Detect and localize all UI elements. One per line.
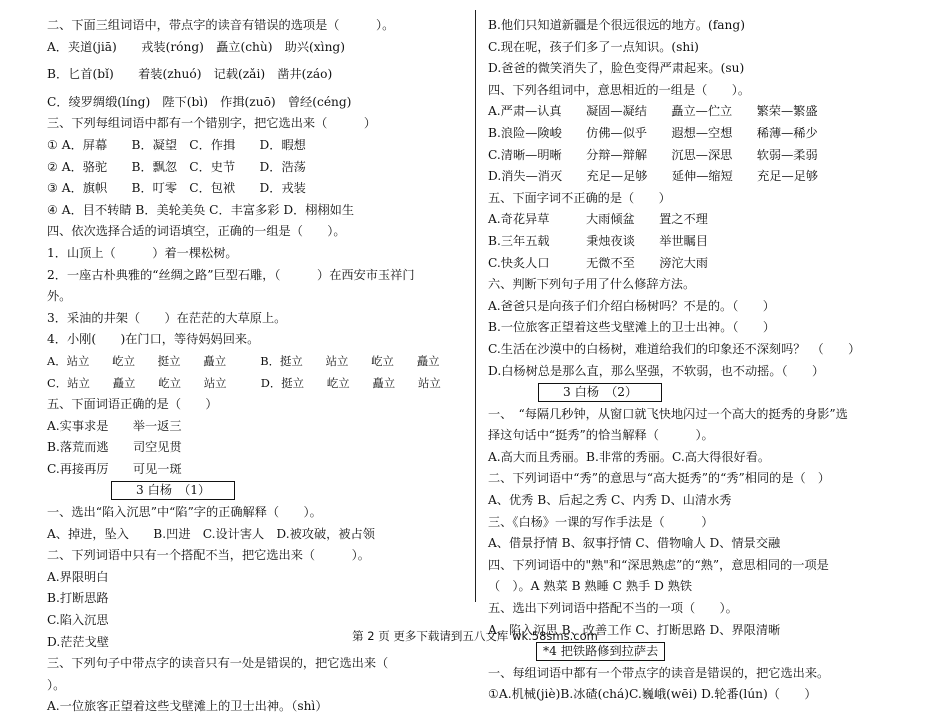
- text-line: D.白杨树总是那么直，那么坚强，不软弱，也不动摇。（ ）: [488, 363, 825, 378]
- text-line: 五、下面字词不正确的是（ ）: [488, 190, 671, 205]
- text-line: A.爸爸只是向孩子们介绍白杨树吗？不是的。（ ）: [488, 298, 775, 313]
- left-column: [47, 15, 467, 718]
- text-line: A.高大而且秀丽。B.非常的秀丽。C.高大得很好看。: [488, 449, 771, 464]
- text-line: C.再接再厉 可见一斑: [47, 461, 182, 476]
- text-line: 一、 “每隔几秒钟，从窗口就飞快地闪过一个高大的挺秀的身影”选: [488, 406, 848, 421]
- section-heading-row: [488, 382, 918, 404]
- text-line: 六、判断下列句子用了什么修辞方法。: [488, 277, 696, 292]
- text-line: 一、选出“陷入沉思”中“陷”字的正确解释（ ）。: [47, 505, 322, 520]
- text-line: ④ A．目不转睛 B．美轮美奂 C．丰富多彩 D．栩栩如生: [47, 202, 355, 217]
- text-line: 三、下列每组词语中都有一个错别字，把它选出来（ ）: [47, 116, 377, 131]
- text-line: 二、下列词语中只有一个搭配不当，把它选出来（ ）。: [47, 548, 370, 563]
- text-line: A.实事求是 举一返三: [47, 418, 182, 433]
- text-line: A．夹道(jiā) 戎装(róng) 矗立(chù) 助兴(xìng): [47, 39, 345, 54]
- text-line: C.陷入沉思: [47, 613, 109, 628]
- text-line: B.打断思路: [47, 591, 109, 606]
- text-line: B.落荒而逃 司空见贯: [47, 440, 182, 455]
- text-line: A、优秀 B、后起之秀 C、内秀 D、山清水秀: [488, 493, 732, 508]
- text-line: C.生活在沙漠中的白杨树，难道给我们的印象还不深刻吗？ （ ）: [488, 341, 861, 356]
- text-line: 择这句话中“挺秀”的恰当解释（ ）。: [488, 428, 714, 443]
- text-line: 四、依次选择合适的词语填空，正确的一组是（ ）。: [47, 224, 346, 239]
- text-line: A、借景抒情 B、叙事抒情 C、借物喻人 D、情景交融: [488, 536, 781, 551]
- text-line: 四、下列各组词中，意思相近的一组是（ ）。: [488, 82, 751, 97]
- section-heading-row: [488, 641, 918, 663]
- text-line: C.现在呢，孩子们多了一点知识。(shi): [488, 39, 699, 54]
- text-line: A、掉进，坠入 B.凹进 C.设计害人 D.被攻破，被占领: [47, 526, 375, 541]
- text-line: 1．山顶上（ ）着一棵松树。: [47, 245, 238, 260]
- text-line: D.爸爸的微笑消失了，脸色变得严肃起来。(su): [488, 61, 745, 76]
- text-line: 3．采油的井架（ ）在茫茫的大草原上。: [47, 310, 287, 325]
- text-line: ② A．骆驼 B．飘忽 C．史节 D．浩荡: [47, 159, 306, 174]
- section-heading-row: [47, 480, 467, 502]
- text-line: B.一位旅客正望着这些戈壁滩上的卫士出神。（ ）: [488, 320, 776, 335]
- page-footer: 第 2 页 更多下载请到五八文库 wk.58sms.com: [352, 629, 598, 643]
- text-line: C.清晰—明晰 分辩—辩解 沉思—深思 软弱—柔弱: [488, 147, 818, 162]
- text-line: ① A．屏幕 B．凝望 C．作揖 D．暇想: [47, 137, 306, 152]
- text-line: D.消失—消灭 充足—足够 延伸—缩短 充足—足够: [488, 169, 819, 184]
- text-line: A.界限明白: [47, 569, 109, 584]
- text-line: D.茫茫戈壁: [47, 634, 109, 649]
- column-divider: [475, 10, 476, 602]
- right-column: [488, 15, 918, 706]
- text-line: 外。: [47, 289, 72, 304]
- text-line: A.严肃—认真 凝固—凝结 矗立—伫立 繁荣—繁盛: [488, 104, 818, 119]
- text-line: 4．小刚( )在门口，等待妈妈回来。: [47, 332, 260, 347]
- text-line: C．站立 矗立 屹立 站立 D．挺立 屹立 矗立 站立: [47, 375, 441, 390]
- text-line: 四、下列词语中的"熟"和“深思熟虑”的“熟”，意思相同的一项是: [488, 557, 829, 572]
- text-line: 2．一座古朴典雅的“丝绸之路”巨型石雕，（ ）在西安市玉祥门: [47, 267, 415, 282]
- section-heading-lhasa-railway: *4 把铁路修到拉萨去: [536, 642, 665, 661]
- text-line: （ ）。A 熟菜 B 熟睡 C 熟手 D 熟铁: [488, 579, 693, 594]
- text-line: 二、下列词语中“秀”的意思与“高大挺秀”的“秀”相同的是（ ）: [488, 471, 831, 486]
- text-line: ）。: [47, 677, 66, 692]
- text-line: A.奇花异草 大雨倾盆 置之不理: [488, 212, 708, 227]
- text-line: A.一位旅客正望着这些戈壁滩上的卫士出神。（shì）: [47, 699, 328, 714]
- text-line: A．站立 屹立 挺立 矗立 B．挺立 站立 屹立 矗立: [47, 353, 440, 368]
- text-line: B.他们只知道新疆是个很远很远的地方。(fang): [488, 18, 745, 32]
- text-line: ③ A．旗帜 B．叮零 C．包袱 D．戎装: [47, 181, 306, 196]
- section-heading-baiyang-1: 3 白杨 （1）: [111, 481, 235, 500]
- text-line: C．绫罗绸缎(líng) 陛下(bì) 作揖(zuō) 曾经(céng): [47, 94, 352, 109]
- text-line: 一、每组词语中都有一个带点字的读音是错误的，把它选出来。: [488, 665, 830, 680]
- text-line: B.浪险—険峻 仿佛—似乎 遐想—空想 稀薄—稀少: [488, 125, 818, 140]
- text-line: C.快炙人口 无微不至 滂沱大雨: [488, 255, 708, 270]
- text-line: 五、选出下列词语中搭配不当的一项（ ）。: [488, 601, 738, 616]
- text-line: A、陷入沉思 B、改善工作 C、打断思路 D、界限清晰: [488, 622, 781, 637]
- text-line: ①A.机械(jiè)B.冰碴(chá)C.巍峨(wēi) D.轮番(lún)（ ）: [488, 687, 817, 702]
- text-line: 五、下面词语正确的是（ ）: [47, 397, 218, 412]
- section-heading-baiyang-2: 3 白杨 （2）: [538, 383, 662, 402]
- text-line: 三、下列句子中带点字的读音只有一处是错误的，把它选出来（: [47, 656, 389, 671]
- text-line: B.三年五载 秉烛夜谈 举世瞩目: [488, 233, 709, 248]
- text-line: B．匕首(bǐ) 着装(zhuó) 记载(zǎi) 凿井(záo): [47, 67, 333, 82]
- text-line: 二、下面三组词语中，带点字的读音有错误的选项是（ ）。: [47, 18, 395, 32]
- text-line: 三、《白杨》一课的写作手法是（ ）: [488, 514, 714, 529]
